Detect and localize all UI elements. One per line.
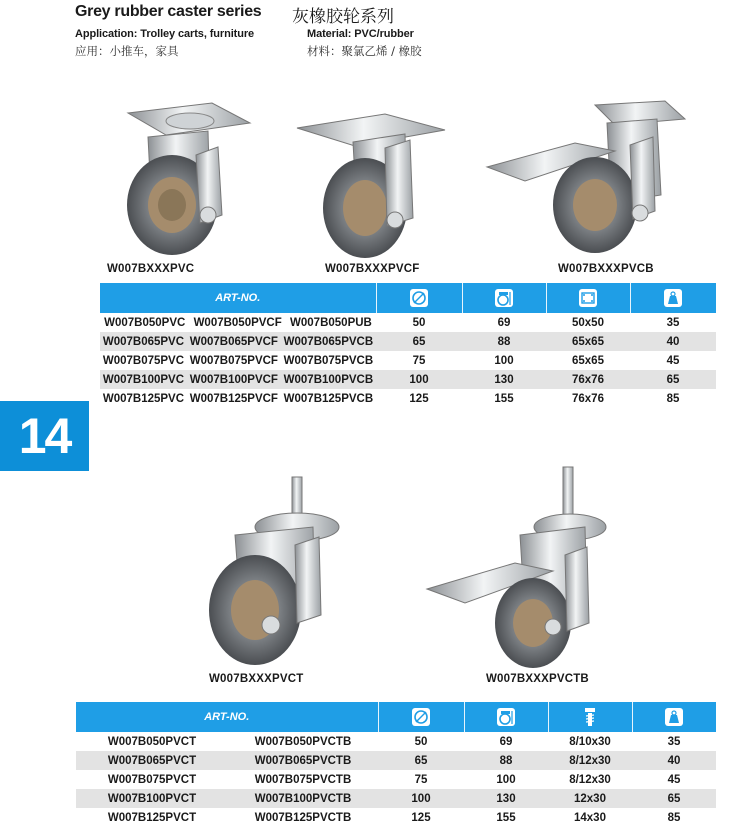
material-text-cn: 材料：聚氯乙烯 / 橡胶	[307, 44, 422, 58]
load-value: 45	[630, 351, 716, 370]
art-no: W007B125PVCTB	[228, 808, 378, 827]
product-label: W007BXXXPVCF	[325, 263, 420, 275]
art-no: W007B100PVCF	[189, 373, 278, 386]
art-no: W007B065PVCTB	[228, 751, 378, 770]
thread-size: 12x30	[548, 789, 632, 808]
height-value: 155	[462, 389, 546, 408]
load-value: 85	[632, 808, 716, 827]
table-row	[76, 770, 716, 789]
height-value: 130	[464, 789, 548, 808]
thread-size: 8/12x30	[548, 770, 632, 789]
section-number-tab: 14	[0, 401, 89, 471]
table-row	[100, 313, 716, 332]
load-weight-icon	[664, 289, 682, 307]
plate-size-header	[546, 283, 630, 313]
caster-photo-threaded	[195, 475, 355, 670]
caster-photo-fixed	[295, 108, 455, 258]
art-no: W007B050PVCTB	[228, 732, 378, 751]
wheel-diameter-icon	[410, 289, 428, 307]
height-value: 155	[464, 808, 548, 827]
art-no: W007B125PVC	[102, 392, 185, 405]
height-value: 69	[464, 732, 548, 751]
art-no: W007B065PVCF	[189, 335, 278, 348]
wheel-diameter: 125	[376, 389, 462, 408]
spec-table-plate	[100, 283, 716, 408]
load-value: 85	[630, 389, 716, 408]
application-text-cn: 应用：小推车，家具	[75, 44, 179, 58]
art-no: W007B125PVCT	[76, 808, 228, 827]
load-value: 65	[630, 370, 716, 389]
table-row	[76, 789, 716, 808]
height-icon	[495, 289, 513, 307]
height-value: 100	[462, 351, 546, 370]
height-value: 88	[464, 751, 548, 770]
height-header	[464, 702, 548, 732]
art-no: W007B100PVCT	[76, 789, 228, 808]
wheel-diameter: 65	[376, 332, 462, 351]
art-no: W007B050PVCT	[76, 732, 228, 751]
table-row	[76, 808, 716, 827]
art-no: W007B050PVCF	[193, 316, 282, 329]
page-title: Grey rubber caster series	[75, 3, 262, 20]
wheel-diameter-header	[378, 702, 464, 732]
art-no: W007B065PVCT	[76, 751, 228, 770]
product-label: W007BXXXPVC	[107, 263, 195, 275]
caster-photo-swivel	[100, 95, 260, 260]
art-no: W007B075PVCF	[189, 354, 278, 367]
table-row	[100, 332, 716, 351]
material-text: Material: PVC/rubber	[307, 28, 414, 40]
art-no: W007B065PVCB	[283, 335, 374, 348]
art-no: W007B125PVCF	[189, 392, 278, 405]
plate-size: 65x65	[546, 351, 630, 370]
art-no: W007B125PVCB	[283, 392, 374, 405]
table-row	[76, 732, 716, 751]
plate-size: 50x50	[546, 313, 630, 332]
art-no-header: ART-NO.	[100, 283, 376, 313]
wheel-diameter: 75	[378, 770, 464, 789]
wheel-diameter: 125	[378, 808, 464, 827]
wheel-diameter: 75	[376, 351, 462, 370]
plate-size: 76x76	[546, 370, 630, 389]
application-text: Application: Trolley carts, furniture	[75, 28, 255, 40]
wheel-diameter: 100	[378, 789, 464, 808]
height-value: 130	[462, 370, 546, 389]
art-no: W007B100PVCTB	[228, 789, 378, 808]
height-value: 88	[462, 332, 546, 351]
height-icon	[497, 708, 515, 726]
art-no: W007B050PVC	[104, 316, 186, 329]
load-weight-header	[630, 283, 716, 313]
caster-photo-brake	[485, 95, 695, 260]
table-row	[100, 351, 716, 370]
wheel-diameter: 50	[378, 732, 464, 751]
load-value: 40	[632, 751, 716, 770]
wheel-diameter: 65	[378, 751, 464, 770]
load-value: 45	[632, 770, 716, 789]
art-no: W007B100PVC	[102, 373, 185, 386]
art-no: W007B075PVCT	[76, 770, 228, 789]
table-row	[100, 389, 716, 408]
art-no: W007B075PVCTB	[228, 770, 378, 789]
thread-size-header	[548, 702, 632, 732]
art-no: W007B075PVC	[102, 354, 185, 367]
plate-size: 65x65	[546, 332, 630, 351]
plate-size-icon	[579, 289, 597, 307]
table-row	[100, 370, 716, 389]
thread-size: 14x30	[548, 808, 632, 827]
caster-photo-threaded-brake	[425, 465, 615, 670]
load-weight-header	[632, 702, 716, 732]
load-value: 40	[630, 332, 716, 351]
height-value: 69	[462, 313, 546, 332]
product-label: W007BXXXPVCB	[558, 263, 654, 275]
thread-size: 8/12x30	[548, 751, 632, 770]
art-no: W007B050PUB	[290, 316, 372, 329]
product-label: W007BXXXPVCTB	[486, 673, 589, 685]
wheel-diameter: 50	[376, 313, 462, 332]
product-label: W007BXXXPVCT	[209, 673, 304, 685]
load-value: 35	[630, 313, 716, 332]
thread-size: 8/10x30	[548, 732, 632, 751]
height-value: 100	[464, 770, 548, 789]
art-no: W007B100PVCB	[283, 373, 374, 386]
wheel-diameter-header	[376, 283, 462, 313]
spec-table-threaded	[76, 702, 716, 827]
height-header	[462, 283, 546, 313]
table-row	[76, 751, 716, 770]
load-weight-icon	[665, 708, 683, 726]
thread-size-icon	[583, 707, 597, 727]
wheel-diameter: 100	[376, 370, 462, 389]
load-value: 65	[632, 789, 716, 808]
art-no-header: ART-NO.	[76, 702, 378, 732]
load-value: 35	[632, 732, 716, 751]
art-no: W007B065PVC	[102, 335, 185, 348]
wheel-diameter-icon	[412, 708, 430, 726]
art-no: W007B075PVCB	[283, 354, 374, 367]
page-title-cn: 灰橡胶轮系列	[292, 7, 394, 27]
plate-size: 76x76	[546, 389, 630, 408]
